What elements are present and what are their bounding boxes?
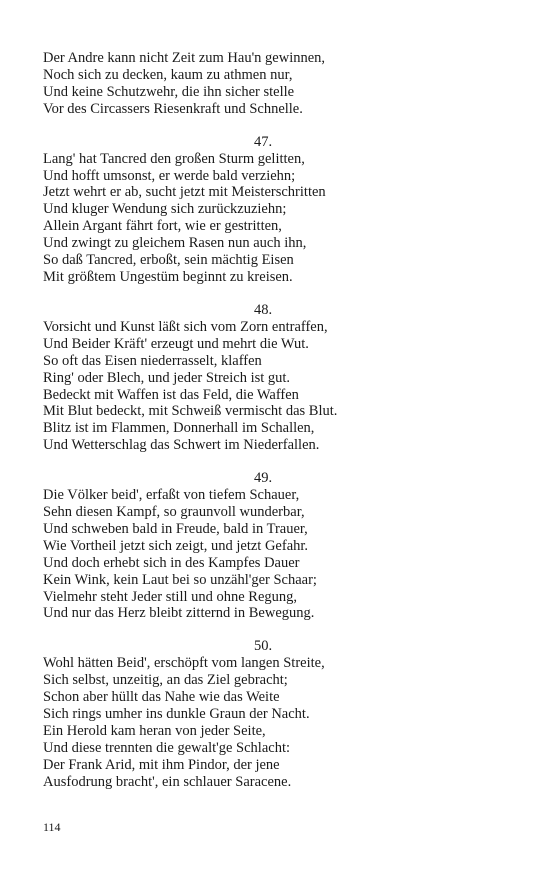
stanza-number: 49. [253,470,273,487]
verse-line: Und kluger Wendung sich zurückzuziehn; [43,201,287,218]
verse-line: Schon aber hüllt das Nahe wie das Weite [43,689,280,706]
page-number: 114 [43,820,61,834]
verse-line: Der Frank Arid, mit ihm Pindor, der jene [43,756,280,773]
stanza-continuation [43,50,483,118]
verse-line: Und Beider Kräft' erzeugt und mehrt die Wut. [43,335,309,352]
verse-line: Ring' oder Blech, und jeder Streich ist gut. [43,369,291,386]
stanza-number: 50. [253,638,273,655]
verse-line: Mit Blut bedeckt, mit Schweiß vermischt das Blut. [43,403,338,420]
verse-line: Kein Wink, kein Laut bei so unzähl'ger Schaar; [43,571,317,588]
verse-line: Vor des Circassers Riesenkraft und Schnelle. [43,100,303,117]
verse-line: Ausfodrung bracht', ein schlauer Saracene. [43,773,292,790]
stanza-48 [43,302,483,454]
verse-line: Noch sich zu decken, kaum zu athmen nur, [43,66,293,83]
verse-line: Der Andre kann nicht Zeit zum Hau'n gewinnen, [43,50,326,66]
verse-line: Mit größtem Ungestüm beginnt zu kreisen. [43,268,293,285]
stanza-50 [43,638,483,790]
verse-line: Lang' hat Tancred den großen Sturm gelitten, [43,150,305,167]
verse-line: Wohl hätten Beid', erschöpft vom langen Streite, [43,655,325,672]
verse-line: Bedeckt mit Waffen ist das Feld, die Waffen [43,386,299,403]
stanza-number: 47. [253,133,273,150]
verse-line: Allein Argant fährt fort, wie er gestritten, [43,218,282,235]
verse-line: Sich selbst, unzeitig, an das Ziel gebracht; [43,672,288,689]
verse-line: Sich rings umher ins dunkle Graun der Nacht. [43,706,310,723]
poem-body [43,50,483,791]
stanza-number: 48. [253,301,273,318]
verse-line: Und hofft umsonst, er werde bald verziehn; [43,167,296,184]
verse-line: Vorsicht und Kunst läßt sich vom Zorn entraffen, [43,318,328,335]
verse-line: Und nur das Herz bleibt zitternd in Bewegung. [43,605,315,622]
stanza-49 [43,470,483,622]
verse-line: So daß Tancred, erboßt, sein mächtig Eisen [43,252,294,269]
verse-line: Und diese trennten die gewalt'ge Schlacht: [43,739,291,756]
verse-line: Und keine Schutzwehr, die ihn sicher stelle [43,83,295,100]
verse-line: Und schweben bald in Freude, bald in Trauer, [43,520,308,537]
verse-line: Und Wetterschlag das Schwert im Niederfallen. [43,437,320,454]
stanza-47 [43,134,483,286]
verse-line: Vielmehr steht Jeder still und ohne Regung, [43,588,298,605]
verse-line: Jetzt wehrt er ab, sucht jetzt mit Meisterschritten [43,184,326,201]
verse-line: Und zwingt zu gleichem Rasen nun auch ihn, [43,235,307,252]
verse-line: Die Völker beid', erfaßt von tiefem Schauer, [43,487,300,504]
verse-line: Wie Vortheil jetzt sich zeigt, und jetzt Gefahr. [43,537,309,554]
verse-line: Blitz ist im Flammen, Donnerhall im Schallen, [43,420,315,437]
verse-line: Sehn diesen Kampf, so graunvoll wunderbar, [43,504,305,521]
verse-line: Und doch erhebt sich in des Kampfes Dauer [43,554,300,571]
verse-line: Ein Herold kam heran von jeder Seite, [43,723,266,739]
verse-line: So oft das Eisen niederrasselt, klaffen [43,352,262,369]
